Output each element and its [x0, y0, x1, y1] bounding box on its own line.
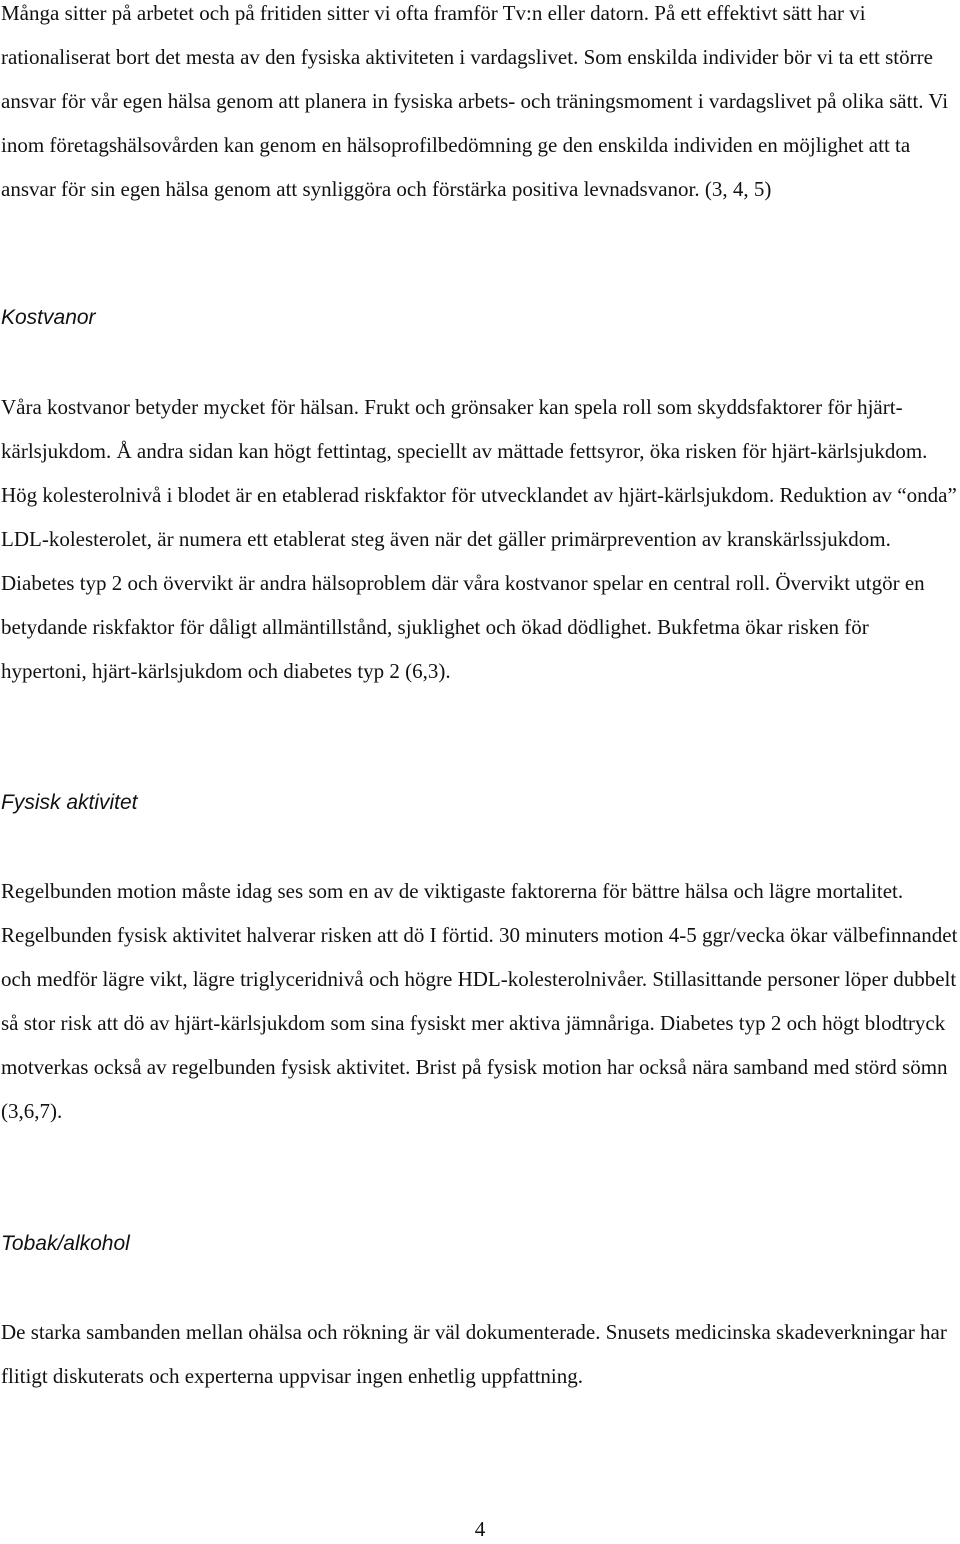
section-paragraph-tobak-alkohol: De starka sambanden mellan ohälsa och rökning är väl dokumenterade. Snusets medicinska skadeverkningar har flitigt diskuterats och experterna uppvisar ingen enhetlig uppfattning. — [1, 1320, 947, 1388]
page-number: 4 — [474, 1517, 486, 1541]
section-heading-fysisk-aktivitet: Fysisk aktivitet — [1, 791, 138, 814]
section-heading-kostvanor: Kostvanor — [1, 306, 96, 329]
section-paragraph-kostvanor: Våra kostvanor betyder mycket för hälsan. Frukt och grönsaker kan spela roll som skyddsfaktorer för hjärt-kärlsjukdom. Å andra sidan kan högt fettintag, speciellt av mättade fettsyror, öka risken för hjärt-kärlsjukdom. Hög kolesterolnivå i blodet är en etablerad riskfaktor för utvecklandet av hjärt-kärlsjukdom. Reduktion av “onda” LDL-kolesterolet, är numera ett etablerat steg även när det gäller primärprevention av kranskärlssjukdom. Diabetes typ 2 och övervikt är andra hälsoproblem där våra kostvanor spelar en central roll. Övervikt utgör en betydande riskfaktor för dåligt allmäntillstånd, sjuklighet och ökad dödlighet. Bukfetma ökar risken för hypertoni, hjärt-kärlsjukdom och diabetes typ 2 (6,3). — [1, 395, 957, 683]
section-heading-tobak-alkohol: Tobak/alkohol — [1, 1232, 130, 1255]
intro-paragraph: Många sitter på arbetet och på fritiden sitter vi ofta framför Tv:n eller datorn. På ett effektivt sätt har vi rationaliserat bort det mesta av den fysiska aktiviteten i vardagslivet. Som enskilda individer bör vi ta ett större ansvar för vår egen hälsa genom att planera in fysiska arbets- och träningsmoment i vardagslivet på olika sätt. Vi inom företagshälsovården kan genom en hälsoprofilbedömning ge den enskilda individen en möjlighet att ta ansvar för sin egen hälsa genom att synliggöra och förstärka positiva levnadsvanor. (3, 4, 5) — [1, 1, 949, 201]
section-paragraph-fysisk-aktivitet: Regelbunden motion måste idag ses som en av de viktigaste faktorerna för bättre hälsa och lägre mortalitet. Regelbunden fysisk aktivitet halverar risken att dö I förtid. 30 minuters motion 4-5 ggr/vecka ökar välbefinnandet och medför lägre vikt, lägre triglyceridnivå och högre HDL-kolesterolnivåer. Stillasittande personer löper dubbelt så stor risk att dö av hjärt-kärlsjukdom som sina fysiskt mer aktiva jämnåriga. Diabetes typ 2 och högt blodtryck motverkas också av regelbunden fysisk aktivitet. Brist på fysisk motion har också nära samband med störd sömn (3,6,7). — [1, 879, 958, 1123]
